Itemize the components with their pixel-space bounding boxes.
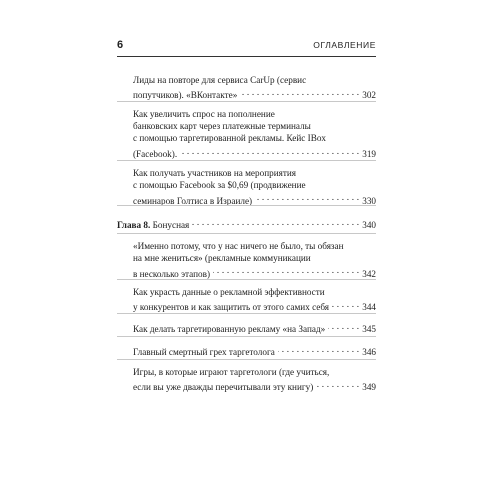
- toc-entry: [133, 343, 376, 358]
- toc-entry-page: 346: [362, 347, 376, 358]
- toc-entry-text: у конкурентов и как защитить от этого самих себя: [133, 302, 330, 313]
- toc-entry-line: Как увеличить спрос на пополнение: [133, 109, 275, 119]
- toc-entry-last-line: [133, 86, 376, 101]
- page-number: 6: [117, 39, 124, 51]
- toc-entry-text: попутчиков). «ВКонтакте»: [133, 90, 238, 101]
- toc-leader-dots: [328, 320, 359, 332]
- header-rule: [117, 56, 376, 57]
- toc-leader-dots: [332, 298, 359, 310]
- toc-leader-dots: [240, 86, 359, 98]
- toc-entry-line: «Именно потому, что у нас ничего не было, ты обязан: [133, 241, 344, 251]
- toc-entry-page: 302: [362, 90, 376, 101]
- toc-chapter-line: [117, 216, 376, 231]
- entry-separator: [117, 313, 376, 314]
- toc-entry-text: Главный смертный грех таргетолога: [133, 347, 275, 358]
- toc-entry-text: в несколько этапов): [133, 268, 211, 279]
- chapter-title: Бонусная: [152, 220, 190, 231]
- toc-entry-page: 330: [362, 195, 376, 206]
- toc-entry-last-line: [133, 191, 376, 206]
- toc-leader-dots: [255, 191, 359, 203]
- toc-entry-last-line: [133, 298, 376, 313]
- entry-separator: [117, 233, 376, 234]
- entry-separator: [117, 205, 376, 206]
- toc-entry: [133, 320, 376, 335]
- entry-separator: [117, 160, 376, 161]
- toc-entry-last-line: [133, 145, 376, 157]
- entry-separator: [117, 101, 376, 102]
- toc-entry: [133, 286, 376, 313]
- chapter-page: 340: [362, 220, 376, 231]
- running-head: ОГЛАВЛЕНИЕ: [313, 40, 376, 50]
- toc-entry: [133, 74, 376, 101]
- entry-separator: [117, 359, 376, 360]
- toc-entry: [133, 240, 376, 277]
- toc-entry-page: 349: [362, 382, 376, 393]
- toc-entry-text: Как делать таргетированную рекламу «на Запад»: [133, 324, 326, 335]
- toc-entry-page: 319: [362, 148, 376, 159]
- toc-entry-last-line: [133, 264, 376, 279]
- toc-chapter-heading: [117, 219, 189, 231]
- toc-entry-text: (Facebook).: [133, 148, 178, 159]
- toc-leader-dots: [180, 145, 359, 157]
- toc-entry-line: банковских карт через платежные терминалы: [133, 121, 311, 132]
- toc-entry-last-line: [133, 343, 376, 358]
- toc-leader-dots: [192, 216, 359, 228]
- toc-entry-last-line: [133, 378, 376, 393]
- toc-entry-line: Как украсть данные о рекламной эффективности: [133, 287, 325, 297]
- toc-entry-text: семинаров Голтиса в Израиле): [133, 195, 253, 206]
- toc-entry-line: с помощью таргетированной рекламы. Кейс IBox: [133, 133, 327, 144]
- toc-entry-page: 342: [362, 268, 376, 279]
- toc-entry-page: 345: [362, 324, 376, 335]
- toc-entry: [133, 167, 376, 204]
- toc-chapter: [117, 216, 376, 231]
- toc-leader-dots: [213, 264, 359, 276]
- toc-leader-dots: [278, 343, 359, 355]
- toc-entry-line: Как получать участников на мероприятия: [133, 168, 297, 178]
- toc-entry-line: с помощью Facebook за $0,69 (продвижение: [133, 180, 306, 191]
- entry-separator: [117, 279, 376, 280]
- toc-entry-line: на мне жениться» (рекламные коммуникации: [133, 253, 311, 264]
- entry-separator: [117, 336, 376, 337]
- toc-leader-dots: [316, 378, 359, 390]
- page-header: [117, 38, 376, 54]
- toc-entry-last-line: [133, 320, 376, 335]
- toc-entry-text: если вы уже дважды перечитывали эту книгу): [133, 382, 314, 393]
- toc-entry-line: Лиды на повторе для сервиса CarUp (сервис: [133, 75, 307, 85]
- toc-entry-line: Игры, в которые играют таргетологи (где учиться,: [133, 367, 330, 377]
- chapter-label: Глава 8.: [117, 220, 151, 231]
- toc-entry: [133, 366, 376, 393]
- toc-entry-page: 344: [362, 302, 376, 313]
- toc-entry: [133, 108, 376, 157]
